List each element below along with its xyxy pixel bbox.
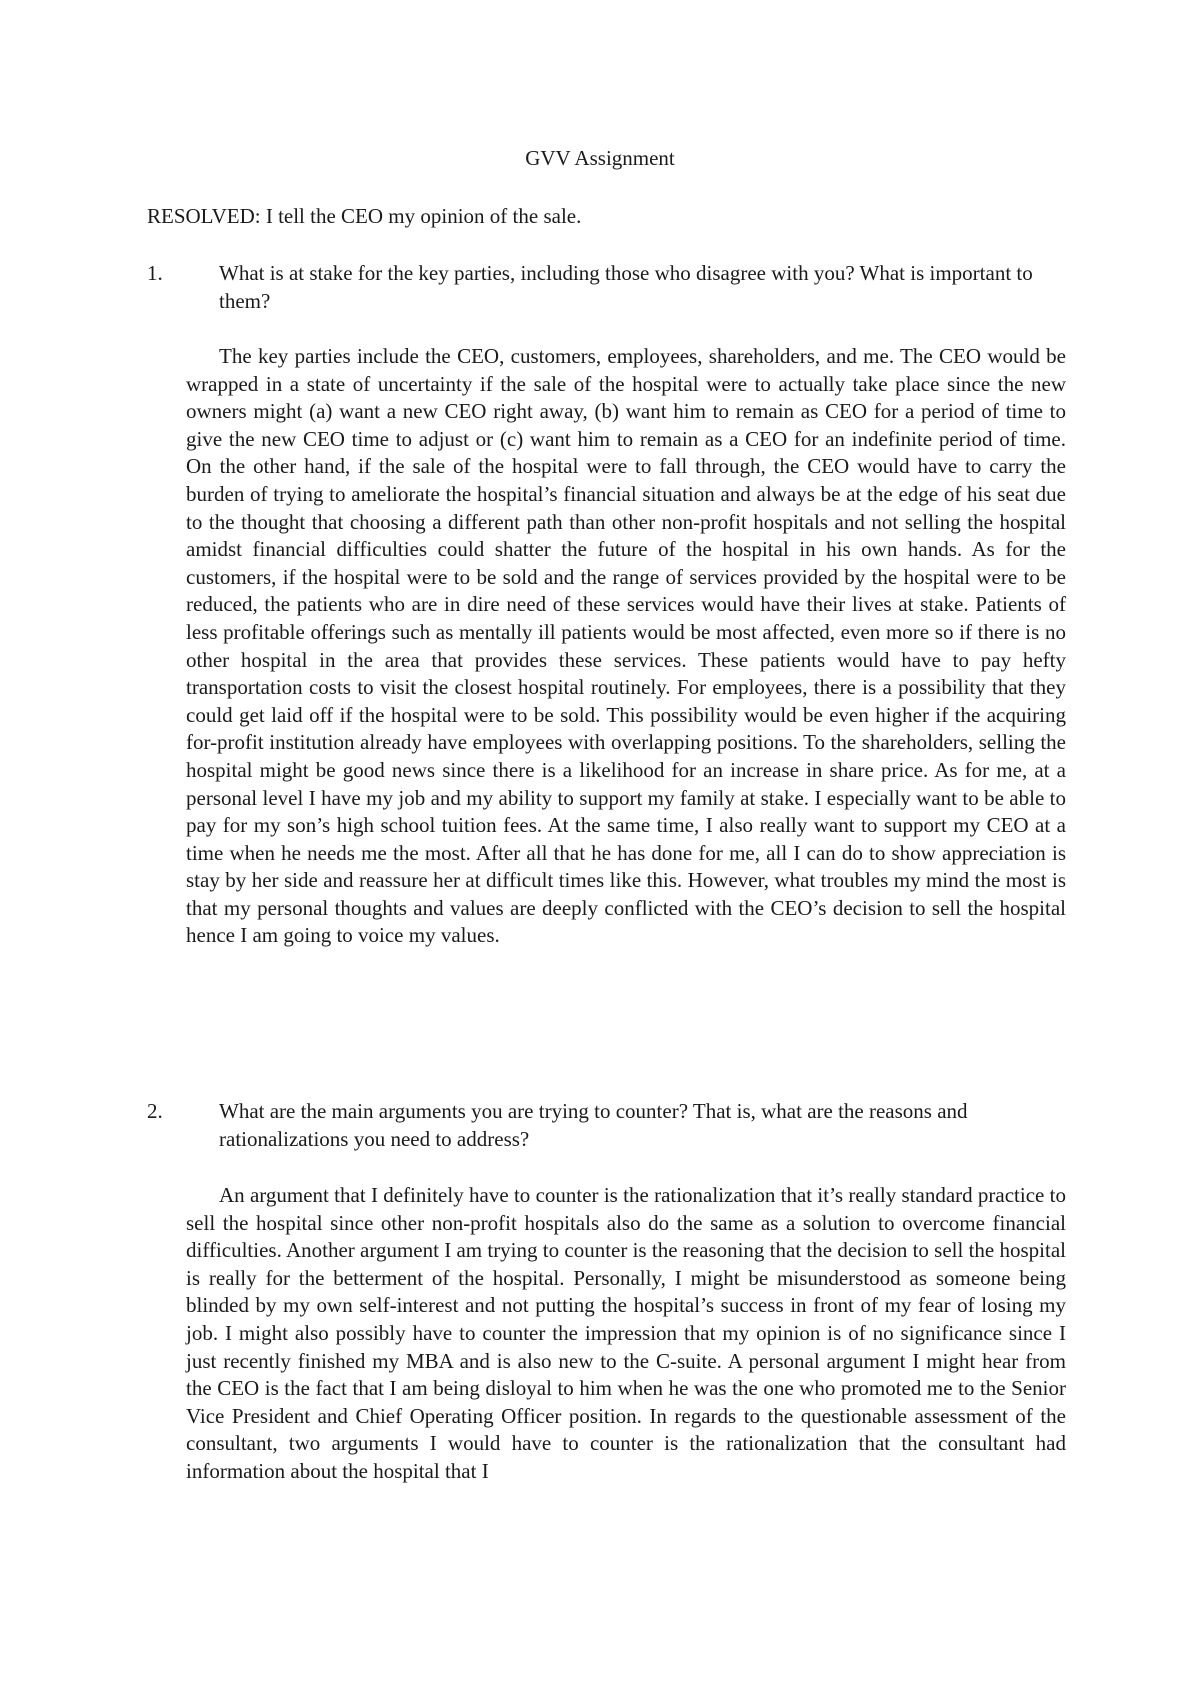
question-number: 2. [147, 1099, 163, 1123]
question-2 [147, 1098, 1067, 1153]
answer-1-paragraph: The key parties include the CEO, customers, employees, shareholders, and me. The CEO would be wrapped in a state of uncertainty if the sale of the hospital were to actually take place since the new owners might (a) want a new CEO right away, (b) want him to remain as CEO for a period of time to give the new CEO time to adjust or (c) want him to remain as a CEO for an indefinite period of time. On the other hand, if the sale of the hospital were to fall through, the CEO would have to carry the burden of trying to ameliorate the hospital’s financial situation and always be at the edge of his seat due to the thought that choosing a different path than other non-profit hospitals and not selling the hospital amidst financial difficulties could shatter the future of the hospital in his own hands. As for the customers, if the hospital were to be sold and the range of services provided by the hospital were to be reduced, the patients who are in dire need of these services would have their lives at stake. Patients of less profitable offerings such as mentally ill patients would be most affected, even more so if there is no other hospital in the area that provides these services. These patients would have to pay hefty transportation costs to visit the closest hospital routinely. For employees, there is a possibility that they could get laid off if the hospital were to be sold. This possibility would be even higher if the acquiring for-profit institution already have employees with overlapping positions. To the shareholders, selling the hospital might be good news since there is a likelihood for an increase in share price. As for me, at a personal level I have my job and my ability to support my family at stake. I especially want to be able to pay for my son’s high school tuition fees. At the same time, I also really want to support my CEO at a time when he needs me the most. After all that he has done for me, all I can do to show appreciation is stay by her side and reassure her at difficult times like this. However, what troubles my mind the most is that my personal thoughts and values are deeply conflicted with the CEO’s decision to sell the hospital hence I am going to voice my values. [186, 344, 1066, 948]
question-text: What is at stake for the key parties, including those who disagree with you? What is important to them? [219, 261, 1033, 313]
question-number: 1. [147, 261, 163, 285]
document-title: GVV Assignment [525, 146, 675, 170]
resolved-statement: RESOLVED: I tell the CEO my opinion of the sale. [147, 204, 582, 228]
answer-2-paragraph: An argument that I definitely have to counter is the rationalization that it’s really standard practice to sell the hospital since other non-profit hospitals also do the same as a solution to overcome financial difficulties. Another argument I am trying to counter is the reasoning that the decision to sell the hospital is really for the betterment of the hospital. Personally, I might be misunderstood as someone being blinded by my own self-interest and not putting the hospital’s success in front of my fear of losing my job. I might also possibly have to counter the impression that my opinion is of no significance since I just recently finished my MBA and is also new to the C-suite. A personal argument I might hear from the CEO is the fact that I am being disloyal to him when he was the one who promoted me to the Senior Vice President and Chief Operating Officer position. In regards to the questionable assessment of the consultant, two arguments I would have to counter is the rationalization that the consultant had information about the hospital that I [186, 1183, 1066, 1483]
question-1 [147, 260, 1067, 315]
question-text: What are the main arguments you are trying to counter? That is, what are the reasons and rationalizations you need to address? [219, 1099, 968, 1151]
